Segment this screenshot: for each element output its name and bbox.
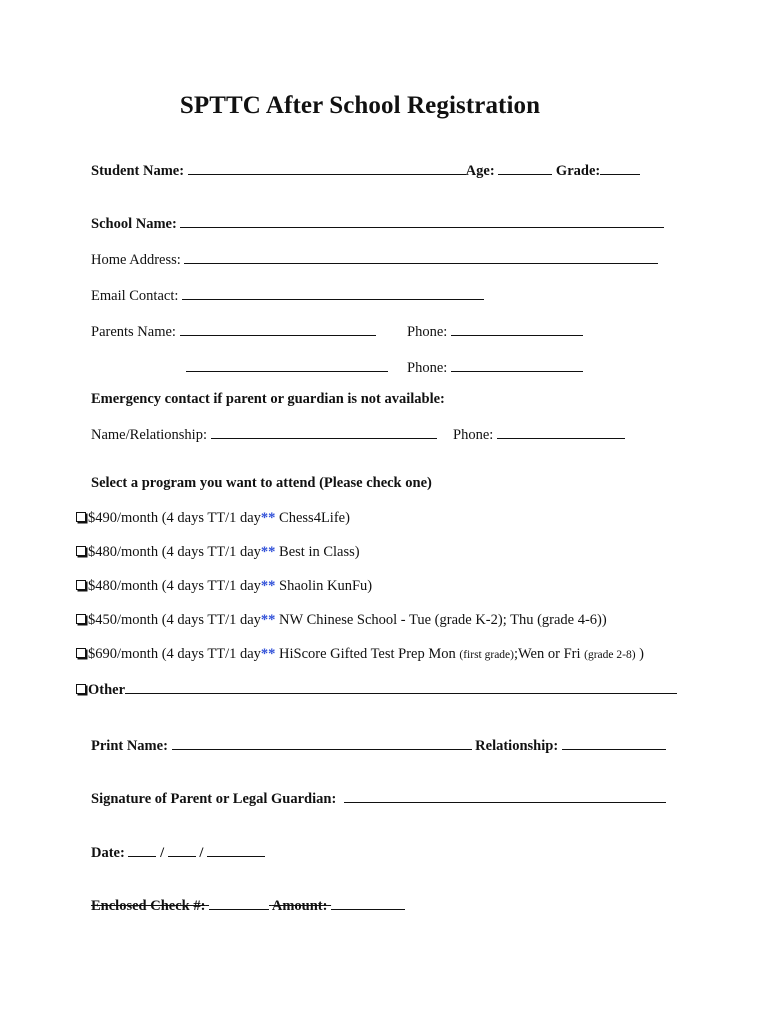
form-title: SPTTC After School Registration bbox=[179, 92, 541, 119]
name-relationship-label: Name/Relationship: bbox=[91, 427, 207, 443]
phone-field-2[interactable] bbox=[451, 357, 583, 372]
emergency-name-field[interactable] bbox=[211, 424, 437, 439]
check-number-field[interactable] bbox=[209, 895, 269, 910]
emergency-phone-field[interactable] bbox=[497, 424, 625, 439]
phone-field-1[interactable] bbox=[451, 321, 583, 336]
program-price: $480/month (4 days TT/1 day bbox=[88, 578, 261, 594]
parent-name-field-1[interactable] bbox=[180, 321, 376, 336]
print-name-field[interactable] bbox=[172, 735, 472, 750]
program-checkbox-nw-chinese-school[interactable] bbox=[76, 614, 86, 624]
program-option bbox=[76, 509, 350, 527]
home-address-label: Home Address: bbox=[91, 252, 181, 268]
date-year-field[interactable] bbox=[207, 842, 265, 857]
signature-row bbox=[91, 788, 666, 808]
parents-row bbox=[91, 321, 376, 341]
date-month-field[interactable] bbox=[128, 842, 156, 857]
email-field[interactable] bbox=[182, 285, 484, 300]
program-checkbox-best-in-class[interactable] bbox=[76, 546, 86, 556]
program-checkbox-chess4life[interactable] bbox=[76, 512, 86, 522]
student-name-label: Student Name: bbox=[91, 163, 185, 179]
school-name-label: School Name: bbox=[91, 216, 177, 232]
grade-label: Grade: bbox=[555, 163, 601, 179]
grade-field[interactable] bbox=[600, 160, 640, 175]
emergency-heading: Emergency contact if parent or guardian is not available: bbox=[91, 391, 445, 407]
date-label: Date: bbox=[91, 845, 125, 861]
program-name: Best in Class) bbox=[275, 544, 360, 560]
program-stars: ** bbox=[260, 578, 276, 594]
other-label: Other bbox=[88, 682, 126, 698]
program-stars: ** bbox=[260, 510, 276, 526]
program-price: $690/month (4 days TT/1 day bbox=[88, 646, 261, 662]
email-label: Email Contact: bbox=[91, 288, 179, 304]
phone-row-2 bbox=[407, 357, 583, 377]
program-name: Shaolin KunFu) bbox=[275, 578, 373, 594]
program-name: Chess4Life) bbox=[275, 510, 350, 526]
signature-label: Signature of Parent or Legal Guardian: bbox=[91, 791, 337, 807]
emergency-name-row bbox=[91, 424, 437, 444]
program-price: $450/month (4 days TT/1 day bbox=[88, 612, 261, 628]
phone-row-1 bbox=[407, 321, 583, 341]
date-separator: / bbox=[160, 845, 165, 861]
home-address-row bbox=[91, 249, 658, 269]
program-heading: Select a program you want to attend (Please check one) bbox=[91, 475, 432, 491]
parent-name-row-2 bbox=[186, 357, 388, 377]
age-field[interactable] bbox=[498, 160, 552, 175]
print-name-label: Print Name: bbox=[91, 738, 168, 754]
check-label: Enclosed Check #: bbox=[91, 898, 206, 914]
program-name-cont: ;Wen or Fri bbox=[514, 646, 585, 662]
email-row bbox=[91, 285, 484, 305]
program-stars: ** bbox=[260, 612, 276, 628]
student-row bbox=[91, 160, 640, 180]
program-checkbox-hiscore[interactable] bbox=[76, 648, 86, 658]
program-price: $480/month (4 days TT/1 day bbox=[88, 544, 261, 560]
school-name-field[interactable] bbox=[180, 213, 664, 228]
emergency-phone-row bbox=[453, 424, 625, 444]
date-day-field[interactable] bbox=[168, 842, 196, 857]
school-row bbox=[91, 213, 664, 233]
program-price: $490/month (4 days TT/1 day bbox=[88, 510, 261, 526]
relationship-label: Relationship: bbox=[475, 738, 559, 754]
date-separator: / bbox=[199, 845, 204, 861]
check-row bbox=[91, 895, 405, 915]
age-label: Age: bbox=[465, 163, 495, 179]
phone-label-2: Phone: bbox=[407, 360, 448, 376]
print-name-row bbox=[91, 735, 666, 755]
program-option bbox=[76, 611, 607, 629]
program-name-end: ) bbox=[635, 646, 644, 662]
student-name-field[interactable] bbox=[188, 160, 466, 175]
amount-label: Amount: bbox=[271, 898, 328, 914]
emergency-phone-label: Phone: bbox=[453, 427, 494, 443]
parents-name-label: Parents Name: bbox=[91, 324, 176, 340]
program-note: (grade 2-8) bbox=[584, 649, 636, 661]
relationship-field[interactable] bbox=[562, 735, 666, 750]
signature-field[interactable] bbox=[344, 788, 666, 803]
date-row bbox=[91, 842, 265, 862]
other-field[interactable] bbox=[125, 679, 677, 694]
program-note: (first grade) bbox=[459, 649, 514, 661]
program-option bbox=[76, 645, 644, 664]
program-name: HiScore Gifted Test Prep Mon bbox=[275, 646, 460, 662]
program-checkbox-other[interactable] bbox=[76, 684, 86, 694]
program-option bbox=[76, 543, 360, 561]
parent-name-field-2[interactable] bbox=[186, 357, 388, 372]
program-option bbox=[76, 577, 372, 595]
home-address-field[interactable] bbox=[184, 249, 658, 264]
program-name: NW Chinese School - Tue (grade K-2); Thu (grade 4-6)) bbox=[275, 612, 607, 628]
amount-field[interactable] bbox=[331, 895, 405, 910]
phone-label-1: Phone: bbox=[407, 324, 448, 340]
program-stars: ** bbox=[260, 646, 276, 662]
program-option-other bbox=[76, 679, 677, 699]
program-checkbox-shaolin-kunfu[interactable] bbox=[76, 580, 86, 590]
program-stars: ** bbox=[260, 544, 276, 560]
